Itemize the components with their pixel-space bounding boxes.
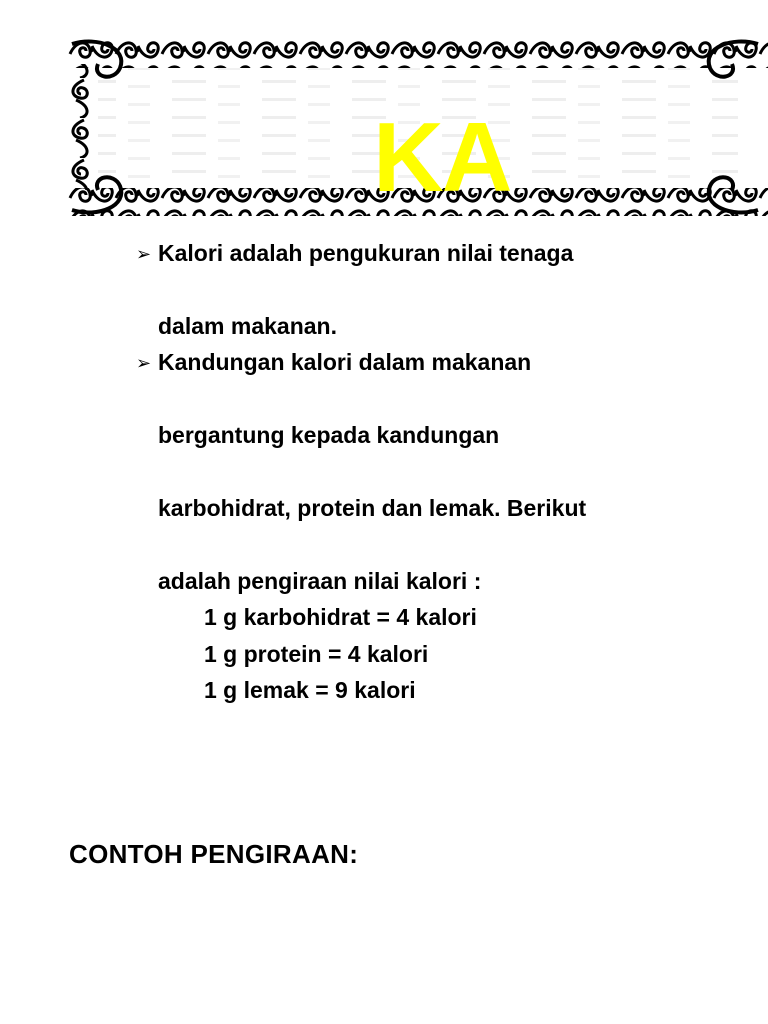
bullet-2-line-2: bergantung kepada kandungan xyxy=(158,422,500,448)
bullet-2-line-3: karbohidrat, protein dan lemak. Berikut xyxy=(158,495,587,521)
value-karbohidrat: 1 g karbohidrat = 4 kalori xyxy=(204,604,477,630)
section-heading: CONTOH PENGIRAAN: xyxy=(69,839,359,869)
value-lemak: 1 g lemak = 9 kalori xyxy=(204,677,416,703)
arrow-bullet-icon: ➢ xyxy=(136,244,152,264)
arrow-bullet-icon: ➢ xyxy=(136,353,152,373)
banner-title: KA xyxy=(373,102,511,212)
value-protein: 1 g protein = 4 kalori xyxy=(204,641,429,667)
bullet-1-line-1: Kalori adalah pengukuran nilai tenaga xyxy=(158,240,574,266)
title-banner xyxy=(68,38,768,216)
bullet-2-line-1: Kandungan kalori dalam makanan xyxy=(158,349,532,375)
bullet-1-line-2: dalam makanan. xyxy=(158,313,337,339)
bullet-2-line-4: adalah pengiraan nilai kalori : xyxy=(158,568,482,594)
